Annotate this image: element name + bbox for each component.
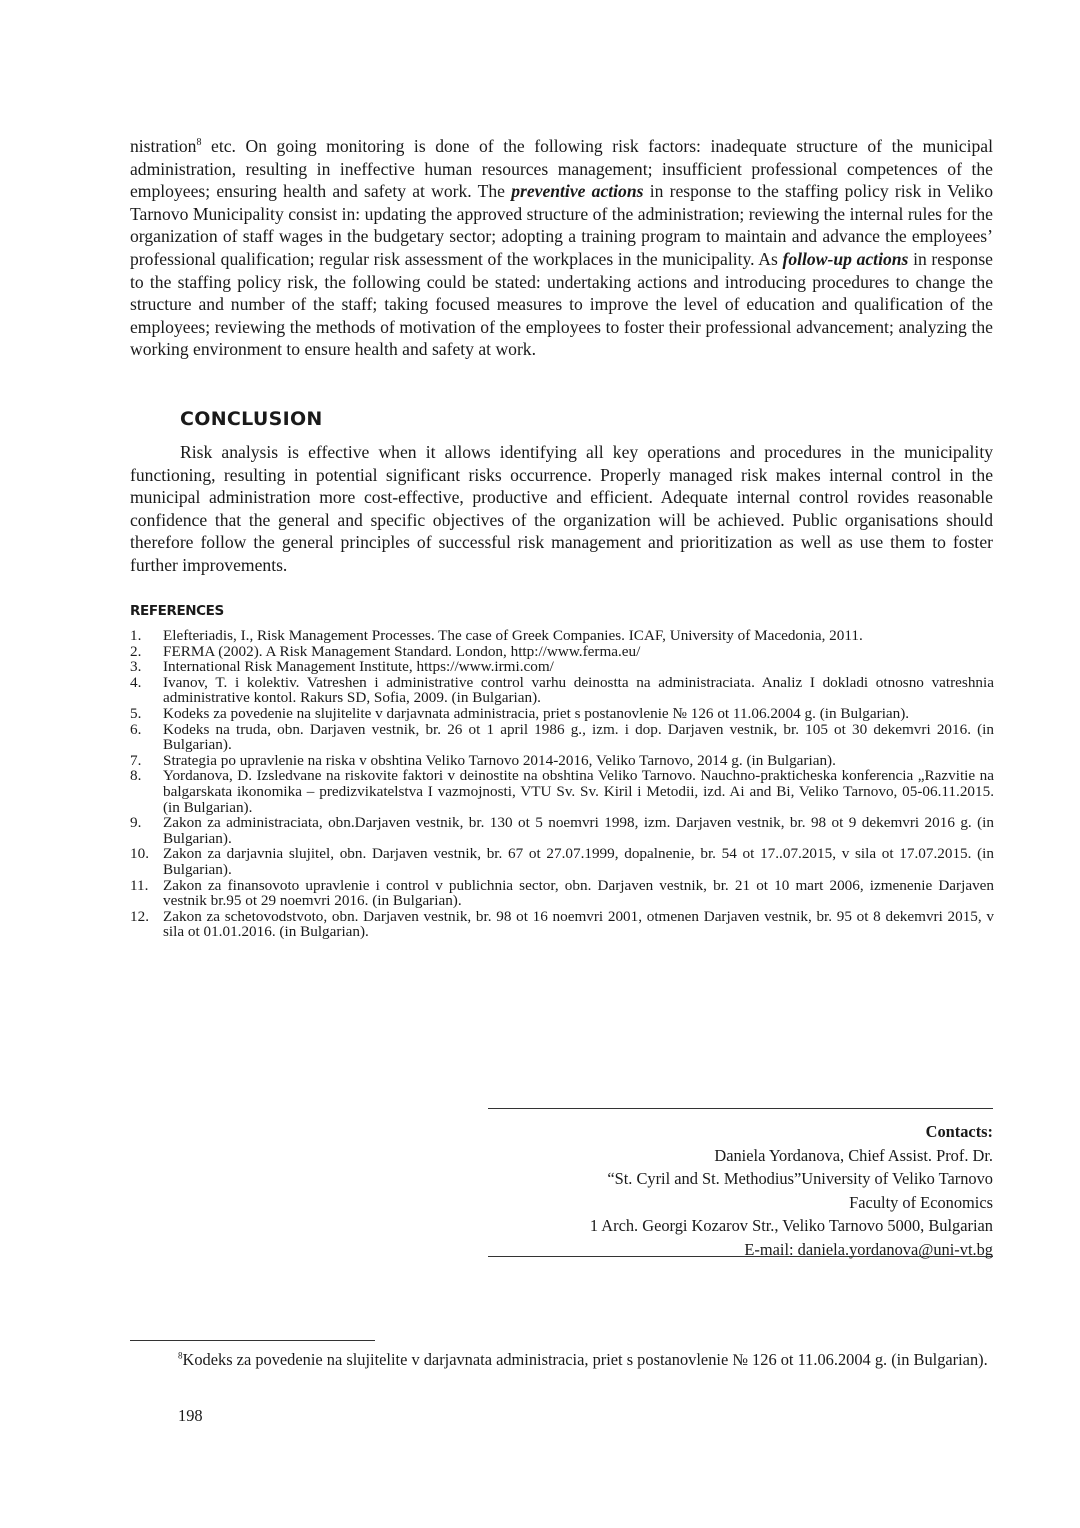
reference-item — [130, 644, 994, 660]
intro-text-1: nistration — [130, 136, 197, 156]
reference-text: Elefteriadis, I., Risk Management Processes. The case of Greek Companies. ICAF, University of Macedonia, 2011. — [163, 627, 863, 644]
conclusion-heading: CONCLUSION — [180, 408, 323, 430]
reference-item — [130, 628, 994, 644]
reference-text: Kodeks za povedenie na slujitelite v darjavnata administracia, priet s postanovlenie № 126 ot 11.06.2004 g. (in Bulgarian). — [163, 704, 910, 722]
reference-number: 1. — [130, 627, 142, 644]
reference-number: 12. — [130, 907, 149, 925]
reference-item — [130, 768, 994, 815]
contact-email: E-mail: daniela.yordanova@uni-vt.bg — [744, 1239, 993, 1259]
reference-text: Zakon za darjavnia slujitel, obn. Darjaven vestnik, br. 67 ot 27.07.1999, dopalnenie, br. 54 ot 17..07.2015, v sila ot 17.07.2015. (in Bulgarian). — [163, 845, 994, 878]
reference-item — [130, 722, 994, 753]
reference-item — [130, 815, 994, 846]
contacts-block — [488, 1120, 993, 1261]
reference-text: Strategia po upravlenie na riska v obshtina Veliko Tarnovo 2014-2016, Veliko Tarnovo, 2014 g. (in Bulgarian). — [163, 751, 836, 769]
reference-item — [130, 909, 994, 940]
reference-item — [130, 753, 994, 769]
reference-text: Ivanov, T. i kolektiv. Vatreshen i administrative control varhu deinostta na administraciata. Analiz I dokladi otnosno vatreshnia administrative kontol. Rakurs SD, Sofia, 2009. (in Bulgarian). — [163, 673, 994, 707]
reference-item — [130, 675, 994, 706]
reference-number: 4. — [130, 673, 142, 691]
intro-text-2: etc. On going monitoring is done of the following risk factors: inadequate structure of the municipal administration, resulting in ineffective human resources management; insufficient professional competences of the employees; ensuring health and safety at work. The — [130, 136, 993, 202]
reference-number: 10. — [130, 845, 149, 863]
reference-text: International Risk Management Institute, https://www.irmi.com/ — [163, 658, 554, 676]
references-heading: REFERENCES — [130, 603, 224, 619]
footnote — [130, 1349, 994, 1372]
reference-number: 8. — [130, 767, 142, 785]
references-list — [130, 628, 994, 940]
emphasis-preventive-actions: preventive actions — [511, 181, 644, 202]
intro-paragraph — [130, 135, 993, 361]
contacts-label: Contacts: — [925, 1122, 993, 1141]
reference-number: 6. — [130, 720, 142, 738]
reference-item — [130, 846, 994, 877]
page-number: 198 — [178, 1406, 203, 1425]
intro-text-4: in response to the staffing policy risk, the following could be stated: undertaking actions and introducing procedures to change the structure and number of the staff; taking focused measures to improve the level of education and qualification of the employees; reviewing the methods of motivation of the employees to foster their professional advancement; analyzing the working environment to ensure health and safety at work. — [130, 248, 993, 360]
contact-faculty: Faculty of Economics — [849, 1192, 993, 1212]
footnote-reference: 8 — [196, 137, 202, 149]
reference-text: Zakon za administraciata, obn.Darjaven vestnik, br. 130 ot 5 noemvri 1998, izm. Darjaven vestnik, br. 98 ot 9 dekemvri 2016 g. (in Bulgarian). — [163, 814, 994, 847]
contacts-top-rule — [488, 1108, 993, 1109]
reference-item — [130, 706, 994, 722]
reference-text: Kodeks na truda, obn. Darjaven vestnik, br. 26 ot 1 april 1986 g., izm. i dop. Darjaven vestnik, br. 105 ot 30 dekemvri 2016. (in Bulgarian). — [163, 720, 994, 754]
reference-item — [130, 878, 994, 909]
contact-name: Daniela Yordanova, Chief Assist. Prof. Dr. — [714, 1145, 993, 1165]
reference-number: 5. — [130, 704, 142, 722]
reference-text: Zakon za schetovodstvoto, obn. Darjaven vestnik, br. 98 ot 16 noemvri 2001, otmenen Darjaven vestnik, br. 95 ot 8 dekemvri 2015, v sila ot 01.01.2016. (in Bulgarian). — [163, 907, 994, 941]
reference-text: Zakon za finansovoto upravlenie i control v publichnia sector, obn. Darjaven vestnik, br. 21 ot 10 mart 2006, izmenenie Darjaven vestnik br.95 ot 29 noemvri 2016. (in Bulgarian). — [163, 876, 994, 910]
reference-number: 2. — [130, 642, 142, 660]
intro-text-3: in response to the staffing policy risk in Veliko Tarnovo Municipality consist in: updating the approved structure of the administration; reviewing the internal rules for the organization of staff wages in the budgetary sector; adopting a training program to maintain and advance the employees’ professional qualification; regular risk assessment of the workplaces in the municipality. As — [130, 181, 994, 269]
contacts-bottom-rule — [488, 1256, 993, 1257]
footnote-text: Kodeks za povedenie na slujitelite v darjavnata administracia, priet s postanovlenie № 126 ot 11.06.2004 g. (in Bulgarian). — [182, 1350, 988, 1369]
contact-university: “St. Cyril and St. Methodius”University of Veliko Tarnovo — [607, 1169, 993, 1188]
emphasis-follow-up-actions: follow-up actions — [782, 248, 909, 269]
conclusion-paragraph: Risk analysis is effective when it allows identifying all key operations and procedures in the municipality functioning, resulting in potential significant risks occurrence. Properly managed risk makes internal control in the municipal administration more cost-effective, productive and efficient. Adequate internal control rovides reasonable confidence that the general and specific objectives of the organization will be achieved. Public organisations should therefore follow the general principles of successful risk management and prioritization as well as use them to foster further improvements. — [130, 442, 993, 575]
reference-number: 11. — [130, 876, 149, 894]
reference-number: 7. — [130, 751, 142, 769]
reference-text: Yordanova, D. Izsledvane na riskovite faktori v deinostite na obshtina Veliko Tarnovo. Nauchno-prakticheska konferencia „Razvitie na balgarskata ikonomika – predizvikatelstva I vazmojnosti, VTU Sv. Sv. Kiril i Metodii, izd. Ai and Bi, Veliko Tarnovo, 05-06.11.2015. (in Bulgarian). — [163, 767, 994, 816]
reference-number: 3. — [130, 658, 142, 676]
reference-item — [130, 659, 994, 675]
footnote-number: 8 — [178, 1350, 183, 1361]
reference-text: FERMA (2002). A Risk Management Standard. London, http://www.ferma.eu/ — [163, 642, 641, 660]
reference-number: 9. — [130, 814, 142, 832]
contact-address: 1 Arch. Georgi Kozarov Str., Veliko Tarnovo 5000, Bulgarian — [589, 1216, 993, 1235]
footnote-separator — [130, 1340, 375, 1341]
